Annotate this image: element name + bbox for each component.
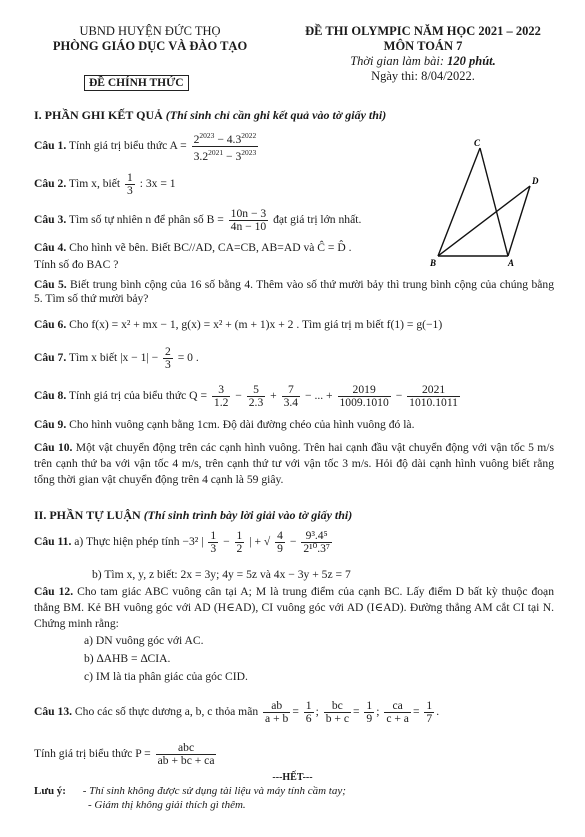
question-1: Câu 1. Tính giá trị biểu thức A = $\frac{2^{2023} - 4.3^{2022}}{3.2^{2021} - 3^{2023}}$ — [34, 131, 257, 163]
geometry-figure — [428, 138, 548, 268]
exam-title: ĐỀ THI OLYMPIC NĂM HỌC 2021 – 2022 — [305, 24, 541, 38]
section-2-title: II. PHẦN TỰ LUẬN (Thí sinh trình bày lời giải vào tờ giấy thi) — [34, 508, 353, 522]
section-1-title: I. PHẦN GHI KẾT QUẢ (Thí sinh chỉ cần ghi kết quả vào tờ giấy thi) — [34, 108, 387, 122]
q1-fraction: $\frac{2^{2023} - 4.3^{2022}}{3.2^{2021} - 3^{2023}}$ — [193, 131, 257, 163]
label-d: D — [532, 176, 539, 186]
question-13-line2: Tính giá trị biểu thức P = $\frac{\text{abc}}{ab + bc + ca}$ — [34, 741, 215, 767]
question-5: Câu 5. Biết trung bình cộng của 16 số bằng 4. Thêm vào số thứ mười bảy thì trung bình cộng của chúng bằng 5. Tìm số thứ mười bảy? — [34, 278, 554, 305]
official-label: ĐỀ CHÍNH THỨC — [84, 75, 189, 91]
segment-da — [508, 186, 530, 256]
question-8: Câu 8. Tính giá trị của biểu thức Q = $\frac{3}{1.2}$ − $\frac{5}{2.3}$ + $\frac{7}{3.4}$ − ... + $\frac{2019}{1009.1010}$ − $\frac{2021}{1010.1011}$ — [34, 383, 458, 409]
time-limit: Thời gian làm bài: 120 phút. — [350, 54, 496, 68]
question-12-c: c) IM là tia phân giác của góc CID. — [84, 670, 248, 683]
question-6: Câu 6. Cho f(x) = x² + mx − 1, g(x) = x² + (m + 1)x + 2 . Tìm giá trị m biết f(1) = g(−1) — [34, 318, 443, 331]
question-4: Câu 4. Cho hình vẽ bên. Biết BC//AD, CA=CB, AB=AD và Ĉ = D̂ . — [34, 241, 352, 254]
question-11-b: b) Tìm x, y, z biết: 2x = 3y; 4y = 5z và 4x − 3y + 5z = 7 — [92, 568, 351, 581]
q8-term: $\frac{5}{2.3}$ — [248, 383, 264, 409]
question-13: Câu 13. Cho các số thực dương a, b, c thỏa mãn $\frac{ab}{a + b}$ = $\frac{1}{6}$ ; $\frac{bc}{b + c}$ = $\frac{1}{9}$ ; $\frac{ca}{c + a}$ = $\frac{1}{7}$ . — [34, 699, 440, 725]
label-c: C — [474, 138, 481, 148]
question-7: Câu 7. Tìm x biết |x − 1| − $\frac{2}{3}$ = 0 . — [34, 345, 199, 371]
subject: MÔN TOÁN 7 — [383, 39, 463, 53]
segment-ca — [480, 148, 508, 256]
question-11: Câu 11. a) Thực hiện phép tính −3² | $\frac{1}{3}$ − $\frac{1}{2}$ | + √ $\frac{4}{9}$ − $\frac{\text{9³.4⁵}}{\text{2¹⁰.3⁷}}$ — [34, 529, 330, 555]
q8-term: $\frac{2021}{1010.1011}$ — [409, 383, 458, 409]
question-2: Câu 2. Tìm x, biết $\frac{1}{3}$ : 3x = 1 — [34, 171, 176, 197]
q8-term: $\frac{7}{3.4}$ — [283, 383, 299, 409]
q8-term: $\frac{2019}{1009.1010}$ — [339, 383, 389, 409]
label-a: A — [508, 258, 515, 268]
question-12-a: a) DN vuông góc với AC. — [84, 634, 204, 647]
question-12-b: b) ∆AHB = ∆CIA. — [84, 652, 171, 665]
header-left — [40, 24, 260, 54]
q2-fraction: $\frac{1}{3}$ — [127, 171, 133, 197]
header-right — [298, 24, 548, 84]
q3-fraction: $\frac{10n - 3}{4n - 10}$ — [230, 207, 267, 233]
question-3: Câu 3. Tìm số tự nhiên n để phân số B = $\frac{10n - 3}{4n - 10}$ đạt giá trị lớn nhất. — [34, 207, 362, 233]
end-marker: ---HẾT--- — [272, 772, 313, 783]
question-9: Câu 9. Cho hình vuông cạnh bằng 1cm. Độ dài đường chéo của hình vuông đó là. — [34, 418, 415, 431]
org-name: UBND HUYỆN ĐỨC THỌ — [79, 24, 221, 38]
exam-date: Ngày thi: 8/04/2022. — [371, 69, 475, 83]
question-10: Câu 10. Một vật chuyển động trên các cạnh hình vuông. Trên hai cạnh đầu vật chuyển động với vận tốc 5 m/s trên cạnh thứ ba với vận tốc 4 m/s, trên cạnh thứ tư với vận tốc 3 m/s. Hỏi độ dài cạnh hình vuông biết rằng tổng thời gian vật chuyển động trên 4 cạnh là 59 giây. — [34, 441, 554, 486]
notes: Lưu ý: - Thí sinh không được sử dụng tài liệu và máy tính cầm tay; - Giám thị không giải thích gì thêm. — [34, 785, 346, 811]
label-b: B — [430, 258, 437, 268]
q8-term: $\frac{3}{1.2}$ — [213, 383, 229, 409]
question-12: Câu 12. Cho tam giác ABC vuông cân tại A; M là trung điểm của cạnh BC. Lấy điểm D bất kỳ thuộc đoạn thẳng BM. Kẻ BH vuông góc với AD (H∈AD), CI vuông góc với AD (I∈AD). Đường thẳng AM cắt CI tại N. Chứng minh rằng: — [34, 585, 554, 630]
dept-name: PHÒNG GIÁO DỤC VÀ ĐÀO TẠO — [52, 39, 248, 53]
question-4-line2: Tính số đo BAC ? — [34, 258, 119, 271]
q7-fraction: $\frac{2}{3}$ — [165, 345, 171, 371]
